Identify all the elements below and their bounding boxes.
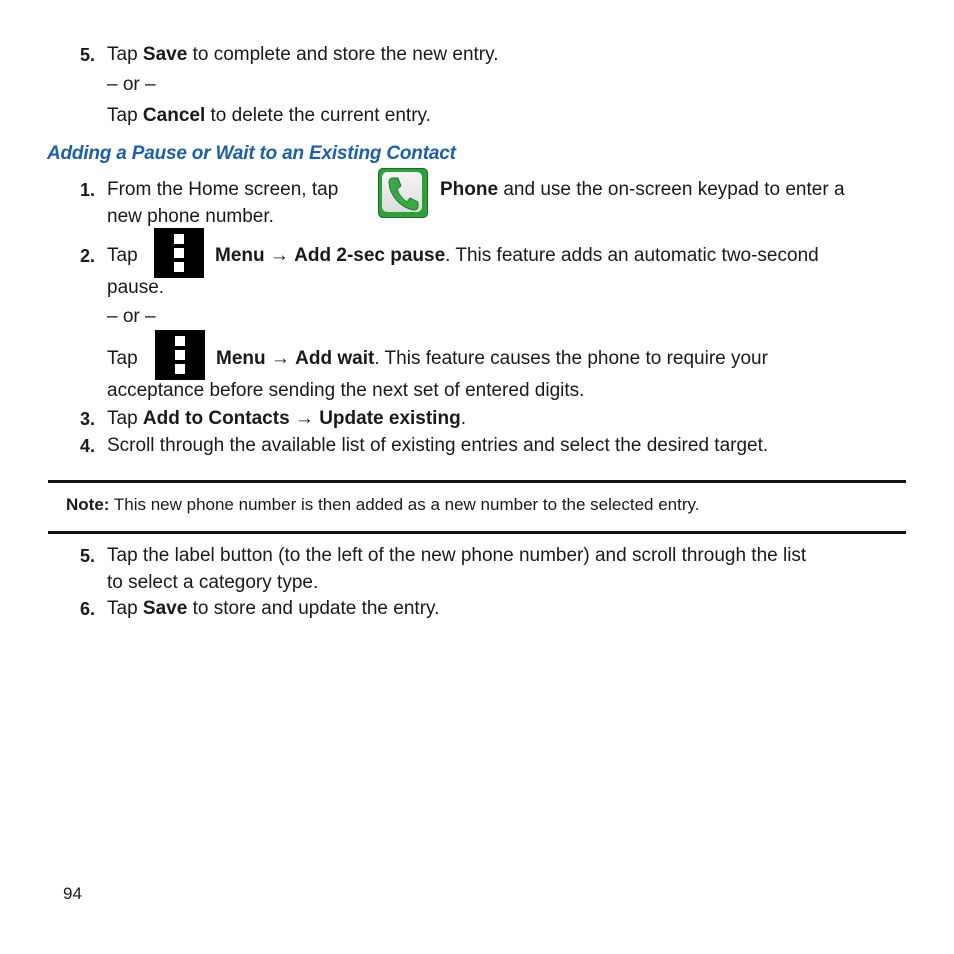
step-2-alt-line-2: acceptance before sending the next set of entered digits. xyxy=(107,380,585,401)
bold-term: Add 2-sec pause xyxy=(294,245,446,266)
bold-term: Phone xyxy=(440,179,499,200)
text: Tap xyxy=(107,44,143,65)
step-3-text xyxy=(107,407,466,431)
arrow: → xyxy=(294,408,314,429)
note-bottom-rule xyxy=(48,531,906,534)
step-number: 4. xyxy=(80,436,96,456)
text: Tap xyxy=(107,105,143,126)
page-number: 94 xyxy=(63,884,82,903)
step-5-text xyxy=(107,43,499,67)
step-2-text xyxy=(215,244,819,268)
step-number: 5. xyxy=(80,45,96,65)
bold-term: Update existing xyxy=(319,408,461,429)
arrow: → xyxy=(270,348,290,369)
step-number: 1. xyxy=(80,180,96,200)
step-2-alt-text xyxy=(216,347,768,371)
step-number: 5. xyxy=(80,546,96,566)
step-5b-line-2: to select a category type. xyxy=(107,572,319,593)
text: . This feature adds an automatic two-second xyxy=(445,245,819,266)
text: to delete the current entry. xyxy=(205,105,431,126)
step-1-text: From the Home screen, tap xyxy=(107,179,339,200)
phone-app-icon xyxy=(378,168,428,218)
note-text: This new phone number is then added as a new number to the selected entry. xyxy=(109,495,700,514)
step-5b-line-1: Tap the label button (to the left of the new phone number) and scroll through the list xyxy=(107,545,807,566)
note-top-rule xyxy=(48,480,906,483)
text: to complete and store the new entry. xyxy=(187,44,499,65)
step-number: 2. xyxy=(80,246,96,266)
step-1-text-cont xyxy=(440,178,845,202)
note xyxy=(66,494,699,516)
step-4-text: Scroll through the available list of existing entries and select the desired target. xyxy=(107,435,769,456)
menu-overflow-icon xyxy=(154,228,204,278)
bold-term: Menu xyxy=(215,245,265,266)
note-label: Note: xyxy=(66,495,110,514)
step-number: 6. xyxy=(80,599,96,619)
phone-handset-icon xyxy=(385,174,421,212)
bold-term: Menu xyxy=(216,348,266,369)
bold-term: Save xyxy=(142,44,188,65)
arrow: → xyxy=(269,245,289,266)
or-separator: – or – xyxy=(107,74,156,95)
section-heading: Adding a Pause or Wait to an Existing Contact xyxy=(47,143,456,164)
bold-term: Add wait xyxy=(295,348,375,369)
bold-term: Save xyxy=(142,598,188,619)
bold-term: Add to Contacts xyxy=(142,408,290,429)
step-5-alt-text xyxy=(107,104,431,128)
or-separator: – or – xyxy=(107,306,156,327)
bold-term: Cancel xyxy=(142,105,206,126)
menu-overflow-icon xyxy=(155,330,205,380)
text: Tap xyxy=(107,598,143,619)
step-2-alt-tap: Tap xyxy=(107,348,138,369)
step-2-line-2: pause. xyxy=(107,277,165,298)
text: . xyxy=(460,408,466,429)
step-6-text xyxy=(107,597,439,621)
step-number: 3. xyxy=(80,409,96,429)
step-1-line-2: new phone number. xyxy=(107,206,274,227)
text: Tap xyxy=(107,408,143,429)
step-2-tap: Tap xyxy=(107,245,138,266)
text: . This feature causes the phone to require your xyxy=(374,348,768,369)
text: and use the on-screen keypad to enter a xyxy=(498,179,845,200)
text: to store and update the entry. xyxy=(187,598,440,619)
